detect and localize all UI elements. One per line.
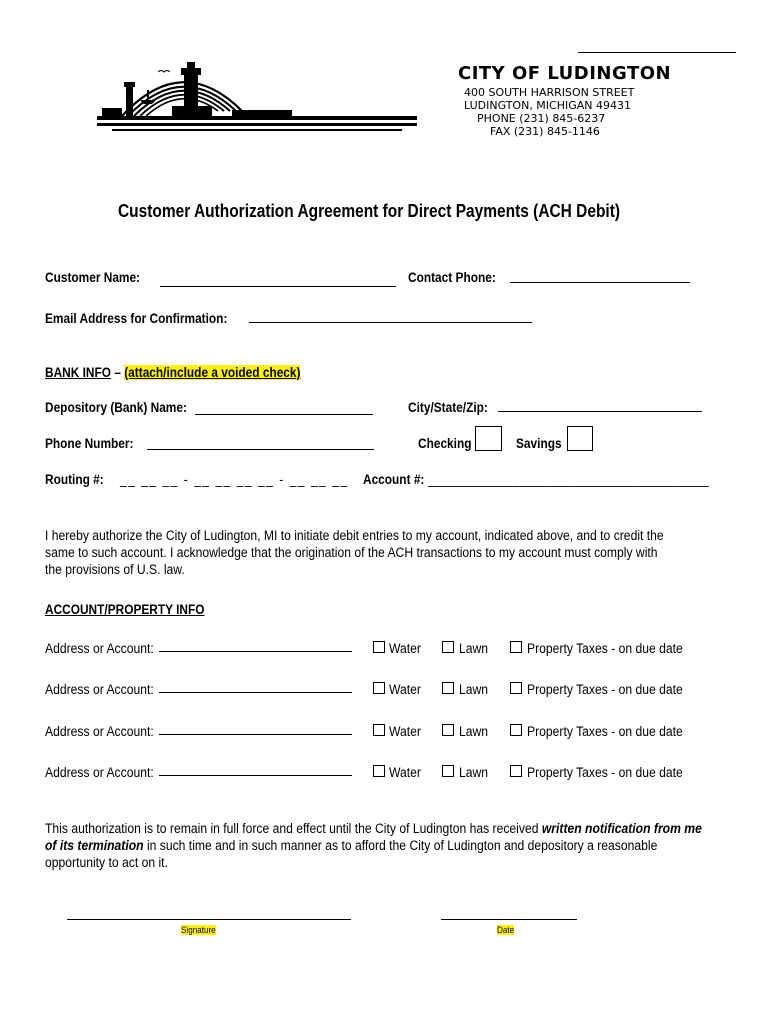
termination-text-2: in such time and in such manner as to afford the City of Ludington and depository a reasonable opportunity to act on it. — [45, 838, 658, 870]
checking-label: Checking — [418, 436, 472, 451]
water-label: Water — [389, 724, 421, 739]
address-account-label: Address or Account: — [45, 641, 154, 656]
lawn-label: Lawn — [459, 641, 489, 656]
address-account-field[interactable] — [159, 692, 352, 693]
bank-name-label: Depository (Bank) Name: — [45, 400, 187, 415]
account-property-heading: ACCOUNT/PROPERTY INFO — [45, 602, 205, 617]
water-label: Water — [389, 682, 421, 697]
termination-emphasis: written notification from me of its termination — [45, 821, 702, 853]
bank-info-heading — [45, 365, 300, 380]
water-checkbox[interactable] — [373, 765, 385, 777]
email-field[interactable] — [249, 322, 532, 323]
lawn-label: Lawn — [459, 765, 489, 780]
bank-name-field[interactable] — [195, 414, 373, 415]
savings-label: Savings — [516, 436, 562, 451]
city-fax: FAX (231) 845-1146 — [490, 125, 600, 138]
water-checkbox[interactable] — [373, 641, 385, 653]
lawn-label: Lawn — [459, 724, 489, 739]
savings-checkbox[interactable] — [567, 426, 593, 451]
city-phone: PHONE (231) 845-6237 — [477, 112, 606, 125]
signature-label: Signature — [181, 925, 216, 935]
address-account-field[interactable] — [159, 775, 352, 776]
account-label: Account #: — [363, 472, 425, 487]
signature-field[interactable] — [67, 919, 351, 920]
lawn-label: Lawn — [459, 682, 489, 697]
property-taxes-checkbox[interactable] — [510, 682, 522, 694]
lawn-checkbox[interactable] — [442, 682, 454, 694]
voided-check-note: (attach/include a voided check) — [124, 365, 301, 380]
lawn-checkbox[interactable] — [442, 724, 454, 736]
address-account-label: Address or Account: — [45, 765, 154, 780]
date-label: Date — [497, 925, 515, 935]
city-state-zip-label: City/State/Zip: — [408, 400, 488, 415]
property-taxes-label: Property Taxes - on due date — [527, 682, 683, 697]
water-label: Water — [389, 765, 421, 780]
water-checkbox[interactable] — [373, 724, 385, 736]
account-number-field[interactable]: ________________________________________ — [428, 472, 710, 487]
lighthouse-skyline-icon — [92, 56, 432, 136]
form-title: Customer Authorization Agreement for Direct Payments (ACH Debit) — [118, 201, 621, 221]
property-taxes-checkbox[interactable] — [510, 724, 522, 736]
contact-phone-field[interactable] — [510, 282, 690, 283]
city-state-zip-field[interactable] — [498, 411, 702, 412]
customer-name-field[interactable] — [160, 286, 396, 287]
city-name: CITY OF LUDINGTON — [458, 63, 672, 84]
lawn-checkbox[interactable] — [442, 765, 454, 777]
address-account-label: Address or Account: — [45, 724, 154, 739]
address-account-label: Address or Account: — [45, 682, 154, 697]
bank-info-dash: – — [111, 365, 125, 380]
email-label: Email Address for Confirmation: — [45, 311, 228, 326]
authorization-text: I hereby authorize the City of Ludington, MI to initiate debit entries to my account, indicated above, and to credit the same to such account. I acknowledge that the origination of the ACH transactions to my account must comply with the provisions of U.S. law. — [45, 528, 664, 577]
routing-number-field[interactable]: __ __ __ - __ __ __ __ - __ __ __ — [120, 472, 349, 487]
property-taxes-label: Property Taxes - on due date — [527, 641, 683, 656]
property-taxes-label: Property Taxes - on due date — [527, 724, 683, 739]
routing-label: Routing #: — [45, 472, 104, 487]
checking-checkbox[interactable] — [475, 426, 502, 451]
authorization-paragraph — [45, 527, 675, 578]
customer-name-label: Customer Name: — [45, 270, 141, 285]
lawn-checkbox[interactable] — [442, 641, 454, 653]
date-field[interactable] — [441, 919, 577, 920]
address-account-field[interactable] — [159, 651, 352, 652]
address-account-field[interactable] — [159, 734, 352, 735]
property-taxes-checkbox[interactable] — [510, 641, 522, 653]
termination-text-1: This authorization is to remain in full force and effect until the City of Ludington has received — [45, 821, 542, 836]
bank-phone-field[interactable] — [147, 449, 374, 450]
termination-paragraph — [45, 820, 716, 871]
property-taxes-label: Property Taxes - on due date — [527, 765, 683, 780]
contact-phone-label: Contact Phone: — [408, 270, 496, 285]
city-street: 400 SOUTH HARRISON STREET — [464, 86, 635, 99]
water-label: Water — [389, 641, 421, 656]
water-checkbox[interactable] — [373, 682, 385, 694]
property-taxes-checkbox[interactable] — [510, 765, 522, 777]
city-state-zip: LUDINGTON, MICHIGAN 49431 — [464, 99, 632, 112]
bank-info-title: BANK INFO — [45, 365, 111, 380]
top-reference-line — [578, 52, 736, 53]
bank-phone-label: Phone Number: — [45, 436, 134, 451]
